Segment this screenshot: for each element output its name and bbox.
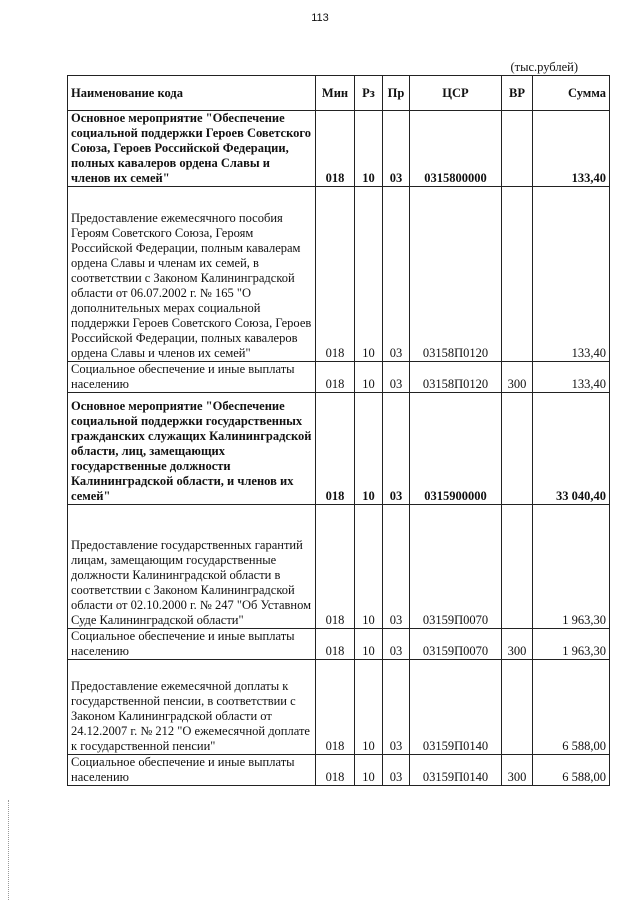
row-name: Основное мероприятие "Обеспечение социальной поддержки Героев Советского Союза, Героев Российской Федерации, полных кавалеров ордена Славы и членов их семей" (68, 111, 316, 187)
table-row (68, 187, 610, 362)
row-rz: 10 (355, 187, 383, 362)
row-csr: 03159П0070 (410, 505, 502, 629)
units-label: (тыс.рублей) (510, 60, 578, 74)
table-header-row (68, 76, 610, 111)
row-pr: 03 (383, 505, 410, 629)
row-min: 018 (316, 393, 355, 505)
header-min: Мин (316, 76, 355, 111)
row-sum: 1 963,30 (533, 505, 610, 629)
header-name: Наименование кода (68, 76, 316, 111)
header-pr: Пр (383, 76, 410, 111)
row-name: Основное мероприятие "Обеспечение социальной поддержки государственных гражданских служащих Калининградской области, лиц, замещающих государственные должности Калининградской области, и членов их семей" (68, 393, 316, 505)
header-rz: Рз (355, 76, 383, 111)
table-row (68, 629, 610, 660)
page-number: 113 (311, 12, 329, 24)
table-row (68, 393, 610, 505)
row-min: 018 (316, 660, 355, 755)
row-min: 018 (316, 111, 355, 187)
row-csr: 03159П0140 (410, 755, 502, 786)
row-min: 018 (316, 629, 355, 660)
table-row (68, 362, 610, 393)
row-pr: 03 (383, 755, 410, 786)
row-pr: 03 (383, 660, 410, 755)
row-min: 018 (316, 362, 355, 393)
row-min: 018 (316, 187, 355, 362)
row-pr: 03 (383, 629, 410, 660)
header-csr: ЦСР (410, 76, 502, 111)
row-pr: 03 (383, 393, 410, 505)
row-name: Социальное обеспечение и иные выплаты населению (68, 755, 316, 786)
row-vr (502, 393, 533, 505)
row-rz: 10 (355, 393, 383, 505)
row-rz: 10 (355, 111, 383, 187)
row-sum: 1 963,30 (533, 629, 610, 660)
row-name: Социальное обеспечение и иные выплаты населению (68, 629, 316, 660)
row-rz: 10 (355, 660, 383, 755)
row-vr: 300 (502, 629, 533, 660)
row-csr: 0315900000 (410, 393, 502, 505)
row-vr (502, 187, 533, 362)
row-vr (502, 505, 533, 629)
table-row (68, 660, 610, 755)
row-pr: 03 (383, 187, 410, 362)
row-vr: 300 (502, 755, 533, 786)
row-vr (502, 111, 533, 187)
row-vr (502, 660, 533, 755)
row-sum: 133,40 (533, 187, 610, 362)
row-pr: 03 (383, 362, 410, 393)
row-rz: 10 (355, 629, 383, 660)
row-pr: 03 (383, 111, 410, 187)
budget-table (67, 75, 610, 786)
row-min: 018 (316, 755, 355, 786)
row-vr: 300 (502, 362, 533, 393)
row-csr: 03158П0120 (410, 362, 502, 393)
scan-margin-dots (8, 800, 11, 900)
row-csr: 0315800000 (410, 111, 502, 187)
row-sum: 133,40 (533, 111, 610, 187)
row-name: Социальное обеспечение и иные выплаты населению (68, 362, 316, 393)
row-sum: 133,40 (533, 362, 610, 393)
header-sum: Сумма (533, 76, 610, 111)
row-csr: 03158П0120 (410, 187, 502, 362)
row-rz: 10 (355, 362, 383, 393)
table-row (68, 505, 610, 629)
row-name: Предоставление государственных гарантий лицам, замещающим государственные должности Калининградской области в соответствии с Законом Калининградской области от 02.10.2000 г. № 247 "Об Уставном Суде Калининградской области" (68, 505, 316, 629)
row-csr: 03159П0140 (410, 660, 502, 755)
row-sum: 6 588,00 (533, 660, 610, 755)
row-sum: 33 040,40 (533, 393, 610, 505)
row-name: Предоставление ежемесячной доплаты к государственной пенсии, в соответствии с Законом Калининградской области от 24.12.2007 г. № 212 "О ежемесячной доплате к государственной пенсии" (68, 660, 316, 755)
row-csr: 03159П0070 (410, 629, 502, 660)
row-rz: 10 (355, 505, 383, 629)
table-row (68, 755, 610, 786)
table-row (68, 111, 610, 187)
row-name: Предоставление ежемесячного пособия Героям Советского Союза, Героям Российской Федерации, полным кавалерам ордена Славы и членам их семей, в соответствии с Законом Калининградской области от 06.07.2002 г. № 165 "О дополнительных мерах социальной поддержки Героев Советского Союза, Героев Российской Федерации, полных кавалеров ордена Славы и членов их семей" (68, 187, 316, 362)
row-sum: 6 588,00 (533, 755, 610, 786)
row-min: 018 (316, 505, 355, 629)
row-rz: 10 (355, 755, 383, 786)
header-vr: ВР (502, 76, 533, 111)
